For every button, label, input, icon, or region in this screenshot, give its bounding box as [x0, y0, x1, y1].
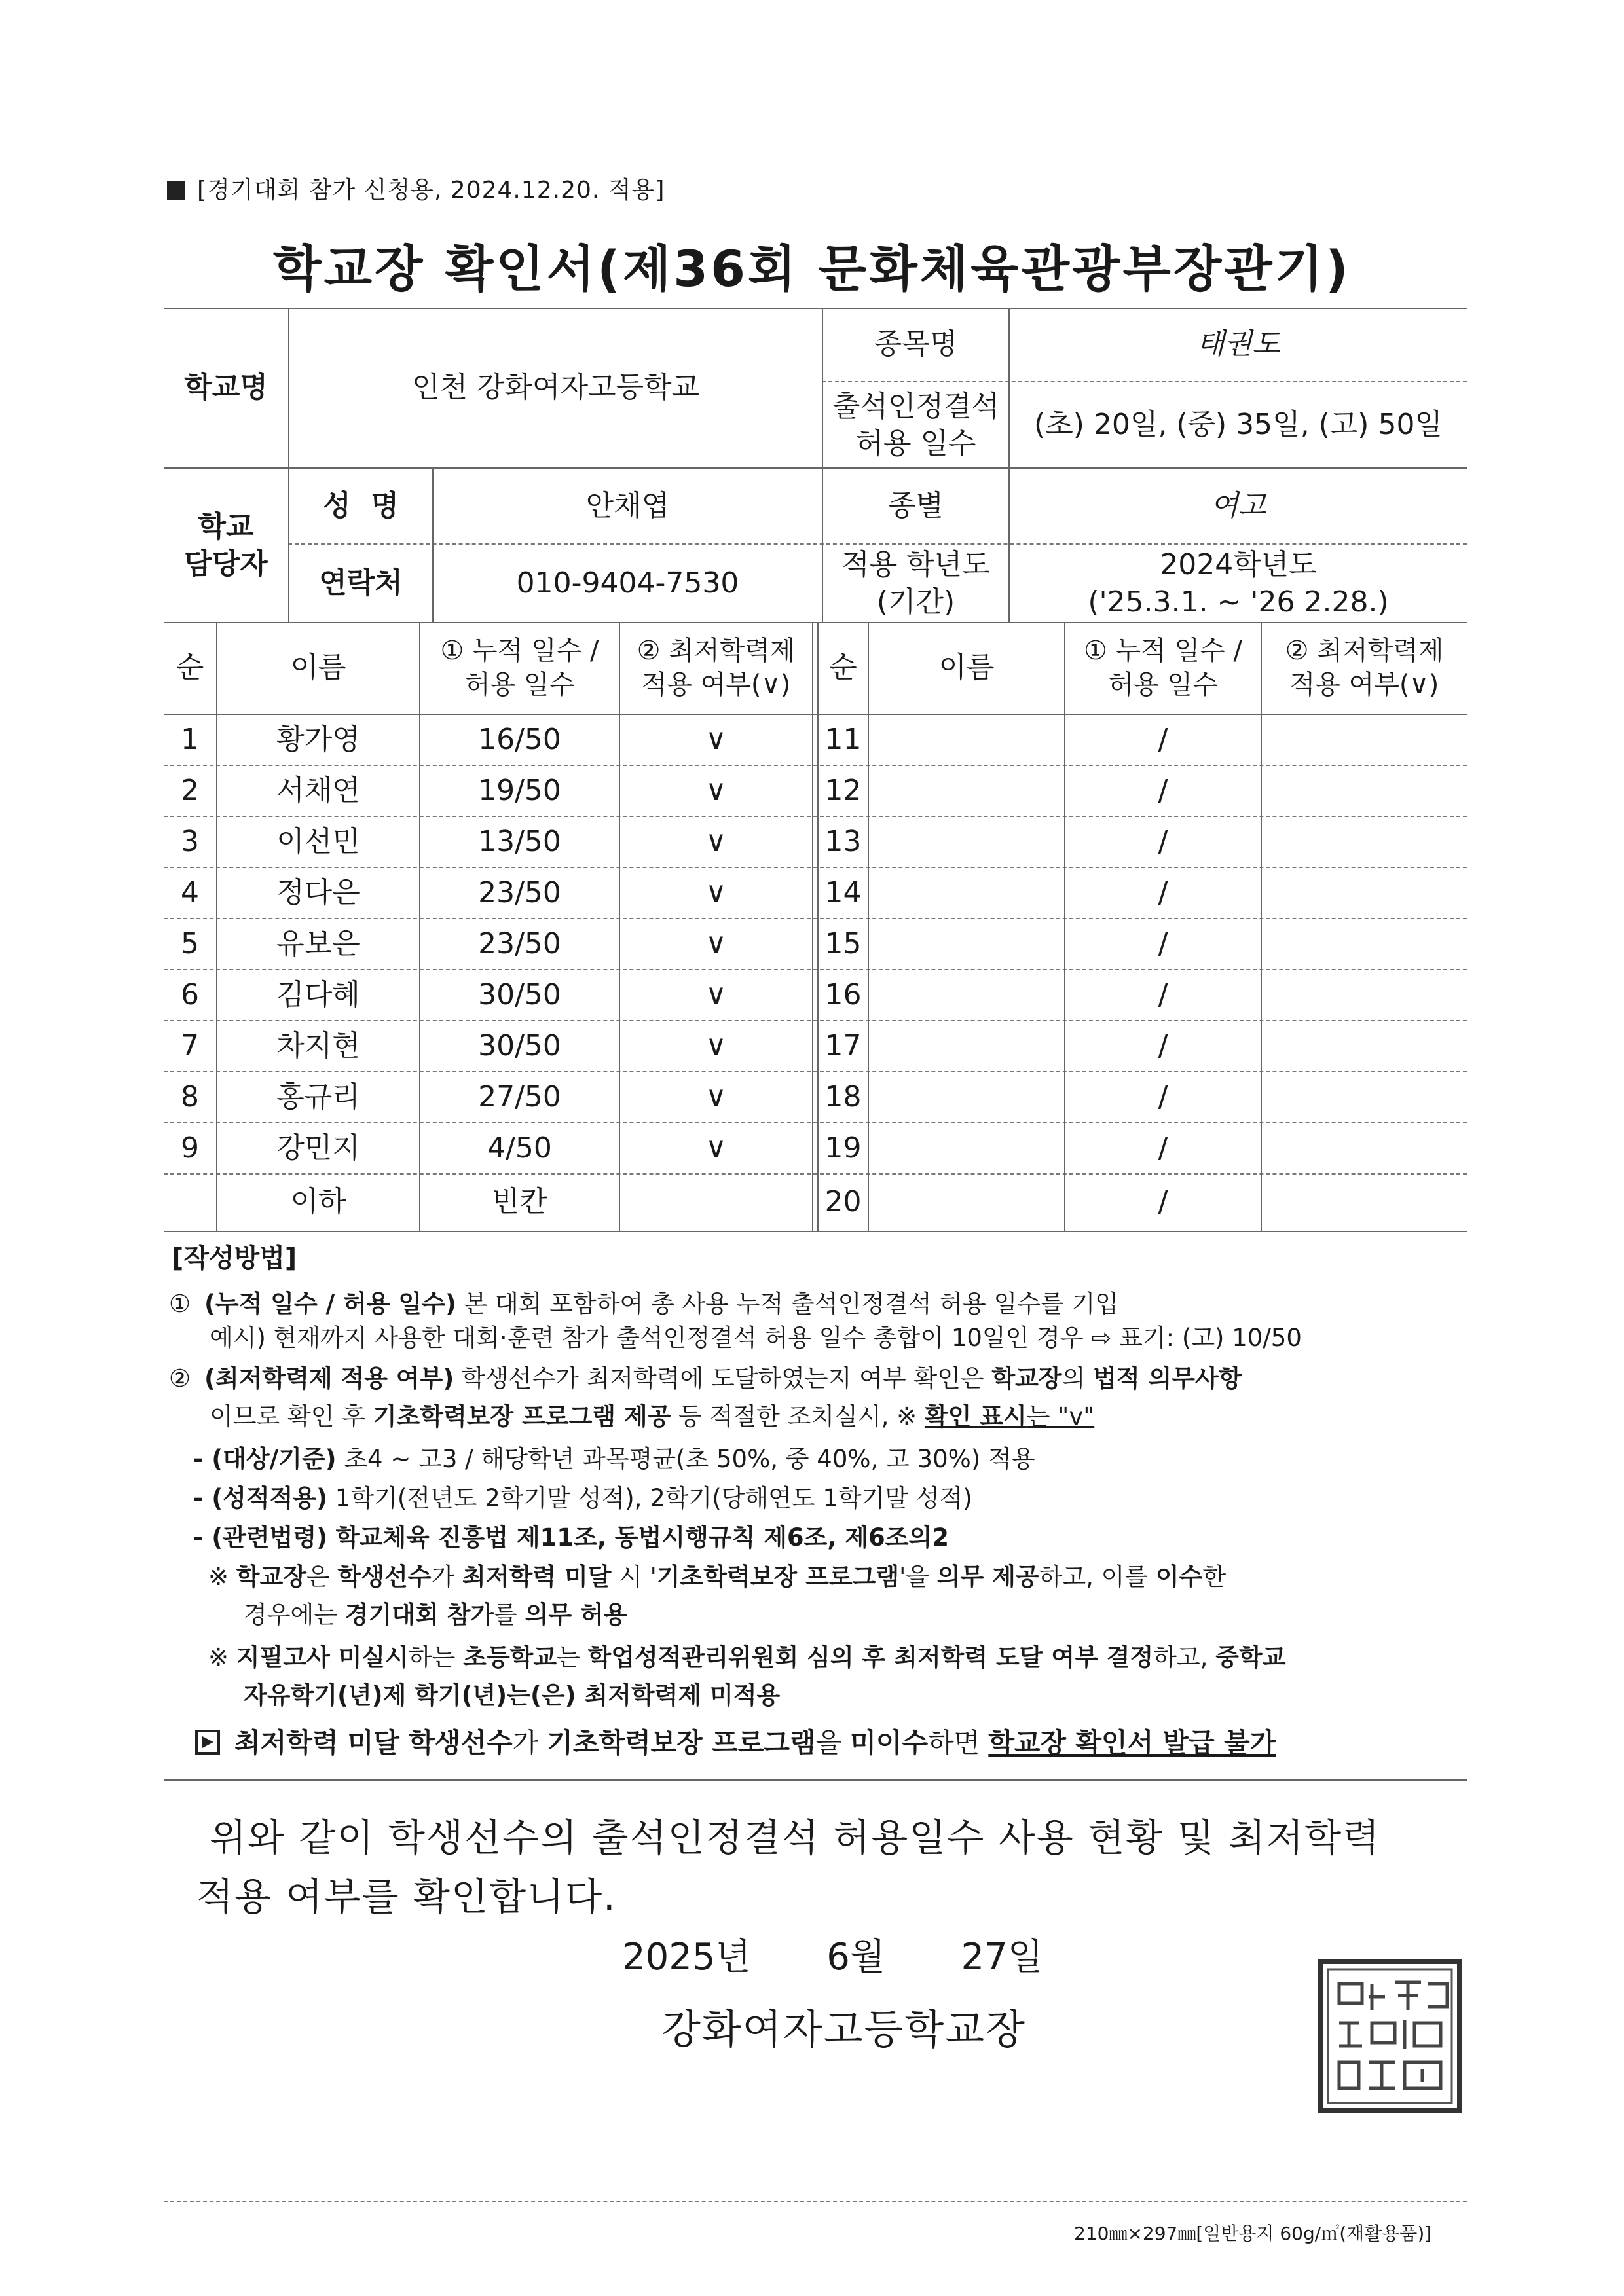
text-fragment: 하고, 이를 [1039, 1563, 1156, 1591]
method-note-1-line2 [244, 1599, 627, 1631]
text-fragment: 1학기(전년도 2학기말 성적), 2학기(당해연도 1학기말 성적) [327, 1484, 972, 1512]
student-days: 13/50 [478, 825, 561, 859]
text-fragment: 경우에는 [244, 1601, 345, 1629]
circled-two-icon: ② [169, 1364, 191, 1393]
row-no: 11 [824, 723, 862, 757]
school-name-label: 학교명 [184, 371, 268, 405]
method-sub-laws [193, 1522, 949, 1554]
check-mark: ∨ [705, 774, 727, 808]
manager-name-value: 안채엽 [585, 489, 670, 523]
text-fragment: 은 [306, 1563, 338, 1591]
row-no: 9 [181, 1131, 199, 1165]
header-days-right: ① 누적 일수 / 허용 일수 [1083, 636, 1243, 700]
principal-name: 강화여자고등학교장 [661, 2005, 1027, 2053]
method-item-2-heading: (최저학력제 적용 여부) [204, 1364, 454, 1393]
bold-term: 학생선수 [337, 1563, 432, 1591]
header-days: ① 누적 일수 / 허용 일수 [440, 636, 599, 700]
student-days: 30/50 [478, 1029, 561, 1063]
divider [164, 1779, 1467, 1781]
student-days: 4/50 [487, 1131, 552, 1165]
days-blank: / [1158, 978, 1168, 1012]
days-blank: / [1158, 1185, 1168, 1219]
row-no [164, 1175, 216, 1230]
year-value: 2024학년도 ('25.3.1. ~ '26 2.28.) [1088, 547, 1389, 619]
student-days: 30/50 [478, 978, 561, 1012]
text-fragment: 하는 [408, 1643, 464, 1671]
student-name: 강민지 [276, 1131, 360, 1165]
days-blank: / [1158, 1080, 1168, 1114]
page-title: 학교장 확인서(제36회 문화체육관광부장관기) [273, 240, 1351, 298]
text-fragment: 한 [1202, 1563, 1227, 1591]
bold-term: 최저학력 미달 학생선수 [234, 1727, 513, 1758]
bold-term: 학교장 확인서 발급 불가 [988, 1727, 1276, 1758]
check-mark: ∨ [705, 927, 727, 961]
student-name: 유보은 [276, 927, 360, 961]
event-label: 종목명 [874, 327, 958, 361]
student-name: 홍규리 [276, 1080, 360, 1114]
check-mark: ∨ [705, 1131, 727, 1165]
text-fragment: 하고, [1153, 1643, 1216, 1671]
row-no: 8 [181, 1080, 199, 1114]
contact-label: 연락처 [319, 566, 403, 600]
text-fragment: 가 [512, 1727, 547, 1758]
rule [164, 1231, 1467, 1232]
row-no: 1 [181, 723, 199, 757]
student-name: 이선민 [276, 825, 360, 859]
student-days: 23/50 [478, 876, 561, 910]
method-example: 예시) 현재까지 사용한 대회·훈련 참가 출석인정결석 허용 일수 총합이 10일인 경우 ⇨ 표기: (고) 10/50 [210, 1324, 1302, 1352]
bold-term: - (관련법령) 학교체육 진흥법 제11조, 동법시행규칙 제6조, 제6조의2 [193, 1523, 949, 1552]
bold-term: 학교장 [236, 1563, 306, 1591]
student-name: 차지현 [276, 1029, 360, 1063]
text-fragment: ※ [208, 1643, 236, 1671]
category-label: 종별 [887, 489, 944, 523]
check-mark: ∨ [705, 825, 727, 859]
bold-term: 경기대회 참가 [344, 1601, 494, 1629]
student-days: 23/50 [478, 927, 561, 961]
confirmation-line-2: 적용 여부를 확인합니다. [196, 1874, 617, 1919]
header-note [167, 172, 665, 205]
bold-term: 자유학기(년)제 학기(년)는(은) 최저학력제 미적용 [244, 1681, 781, 1709]
student-days: 19/50 [478, 774, 561, 808]
arrow-box-icon [195, 1730, 220, 1755]
bold-term: - (대상/기준) [193, 1445, 337, 1473]
header-no-right: 순 [829, 651, 857, 685]
confirmation-line-1: 위와 같이 학생선수의 출석인정결석 허용일수 사용 현황 및 최저학력 [210, 1815, 1381, 1860]
student-name: 황가영 [276, 723, 360, 757]
school-name-value: 인천 강화여자고등학교 [411, 371, 700, 405]
bold-term: 기초학력보장 프로그램 [547, 1727, 816, 1758]
days-blank: / [1158, 927, 1168, 961]
bold-term: 중학교 [1215, 1643, 1286, 1671]
text-fragment: 이므로 확인 후 [210, 1402, 373, 1430]
square-bullet-icon [167, 181, 185, 200]
method-sub-grades [193, 1483, 972, 1514]
bold-term: 확인 표시 [924, 1402, 1027, 1430]
row-no: 20 [824, 1185, 862, 1219]
row-no: 14 [824, 876, 862, 910]
header-name-right: 이름 [938, 651, 995, 685]
bold-term: 초등학교 [463, 1643, 557, 1671]
row-no: 7 [181, 1029, 199, 1063]
circled-one-icon: ① [169, 1290, 191, 1318]
row-no: 6 [181, 978, 199, 1012]
days-blank: / [1158, 723, 1168, 757]
bold-term: 미이수 [850, 1727, 929, 1758]
row-no: 19 [824, 1131, 862, 1165]
bold-term: 이수 [1155, 1563, 1203, 1591]
method-item-2 [169, 1363, 1242, 1394]
student-name: 김다혜 [276, 978, 360, 1012]
student-name: 이하 [290, 1185, 346, 1219]
bottom-divider [164, 2201, 1467, 2202]
row-no: 15 [824, 927, 862, 961]
row-no: 4 [181, 876, 199, 910]
check-mark: ∨ [705, 723, 727, 757]
absence-days-label: 출석인정결석 허용 일수 [832, 389, 1000, 460]
method-sub-target [193, 1444, 1035, 1475]
warning-line [195, 1726, 1276, 1760]
issue-date: 2025년 6월 27일 [622, 1936, 1043, 1978]
student-name: 서채연 [276, 774, 360, 808]
days-blank: / [1158, 774, 1168, 808]
row-no: 3 [181, 825, 199, 859]
method-title: [작성방법] [172, 1243, 297, 1273]
bold-term: 의무 허용 [525, 1601, 627, 1629]
header-name: 이름 [290, 651, 346, 685]
header-note-text: [경기대회 참가 신청용, 2024.12.20. 적용] [197, 177, 665, 204]
bold-term: 의무 제공 [936, 1563, 1039, 1591]
text-fragment: 을 [815, 1727, 851, 1758]
method-note-2 [208, 1642, 1285, 1673]
days-blank: / [1158, 1029, 1168, 1063]
absence-days-value: (초) 20일, (중) 35일, (고) 50일 [1034, 408, 1443, 442]
bold-term: 법적 의무사항 [1093, 1364, 1242, 1393]
year-label: 적용 학년도 (기간) [841, 547, 990, 619]
days-blank: / [1158, 876, 1168, 910]
bold-term: 기초학력보장 프로그램 제공 [373, 1402, 671, 1430]
check-mark [620, 1175, 812, 1230]
header-no: 순 [175, 651, 204, 685]
manager-label: 학교 담당자 [184, 509, 268, 581]
name-label: 성 명 [323, 489, 399, 523]
row-no: 12 [824, 774, 862, 808]
method-item-1-heading: (누적 일수 / 허용 일수) [204, 1290, 456, 1318]
text-fragment: 등 적절한 조치실시, ※ [671, 1402, 925, 1430]
text-fragment: 하면 [928, 1727, 989, 1758]
row-no: 17 [824, 1029, 862, 1063]
text-fragment: 초4 ~ 고3 / 해당학년 과목평균(초 50%, 중 40%, 고 30%) 적용 [336, 1445, 1035, 1473]
check-mark: ∨ [705, 1029, 727, 1063]
bold-term: 학업성적관리위원회 심의 후 최저학력 도달 여부 결정 [587, 1643, 1154, 1671]
bold-term: - (성적적용) [193, 1484, 328, 1512]
rule [812, 622, 813, 1231]
text-fragment: 의 [1061, 1364, 1094, 1393]
student-days: 16/50 [478, 723, 561, 757]
bold-term: 최저학력 미달 [462, 1563, 612, 1591]
text-fragment: 가 [431, 1563, 462, 1591]
days-blank: / [1158, 1131, 1168, 1165]
check-mark: ∨ [705, 1080, 727, 1114]
method-note-1 [208, 1561, 1226, 1593]
bold-term: 기초학력보장 프로그램 [656, 1563, 900, 1591]
text-fragment: 는 [557, 1643, 588, 1671]
row-no: 2 [181, 774, 199, 808]
text-fragment: '을 [899, 1563, 937, 1591]
student-name: 정다은 [276, 876, 360, 910]
event-value: 태권도 [1196, 327, 1280, 361]
method-item-1 [169, 1288, 1118, 1320]
row-no: 16 [824, 978, 862, 1012]
header-min-standard-right: ② 최저학력제 적용 여부(∨) [1285, 636, 1444, 700]
bold-term: 학교장 [991, 1364, 1062, 1393]
text-fragment: 시 ' [611, 1563, 657, 1591]
text-fragment: 를 [494, 1601, 525, 1629]
category-value: 여고 [1210, 489, 1266, 523]
contact-value: 010-9404-7530 [516, 566, 739, 600]
method-item-1-text: 본 대회 포함하여 총 사용 누적 출석인정결석 허용 일수를 기입 [456, 1290, 1118, 1318]
method-item-2-text: 학생선수가 최저학력에 도달하였는지 여부 확인은 [454, 1364, 992, 1393]
bold-term: 지필고사 미실시 [236, 1643, 409, 1671]
student-days: 27/50 [478, 1080, 561, 1114]
text-fragment: ※ [208, 1563, 236, 1591]
check-mark: ∨ [705, 876, 727, 910]
row-no: 5 [181, 927, 199, 961]
row-no: 18 [824, 1080, 862, 1114]
row-no: 13 [824, 825, 862, 859]
days-blank: / [1158, 825, 1168, 859]
paper-spec: 210㎜×297㎜[일반용지 60g/㎡(재활용품)] [1074, 2223, 1432, 2244]
student-days: 빈칸 [491, 1185, 547, 1219]
method-note-2-line2 [244, 1680, 780, 1711]
text-fragment: 는 "v" [1026, 1402, 1095, 1430]
method-item-2-line2 [210, 1401, 1094, 1432]
official-seal [1316, 1958, 1464, 2115]
header-min-standard: ② 최저학력제 적용 여부(∨) [637, 636, 796, 700]
check-mark: ∨ [705, 978, 727, 1012]
